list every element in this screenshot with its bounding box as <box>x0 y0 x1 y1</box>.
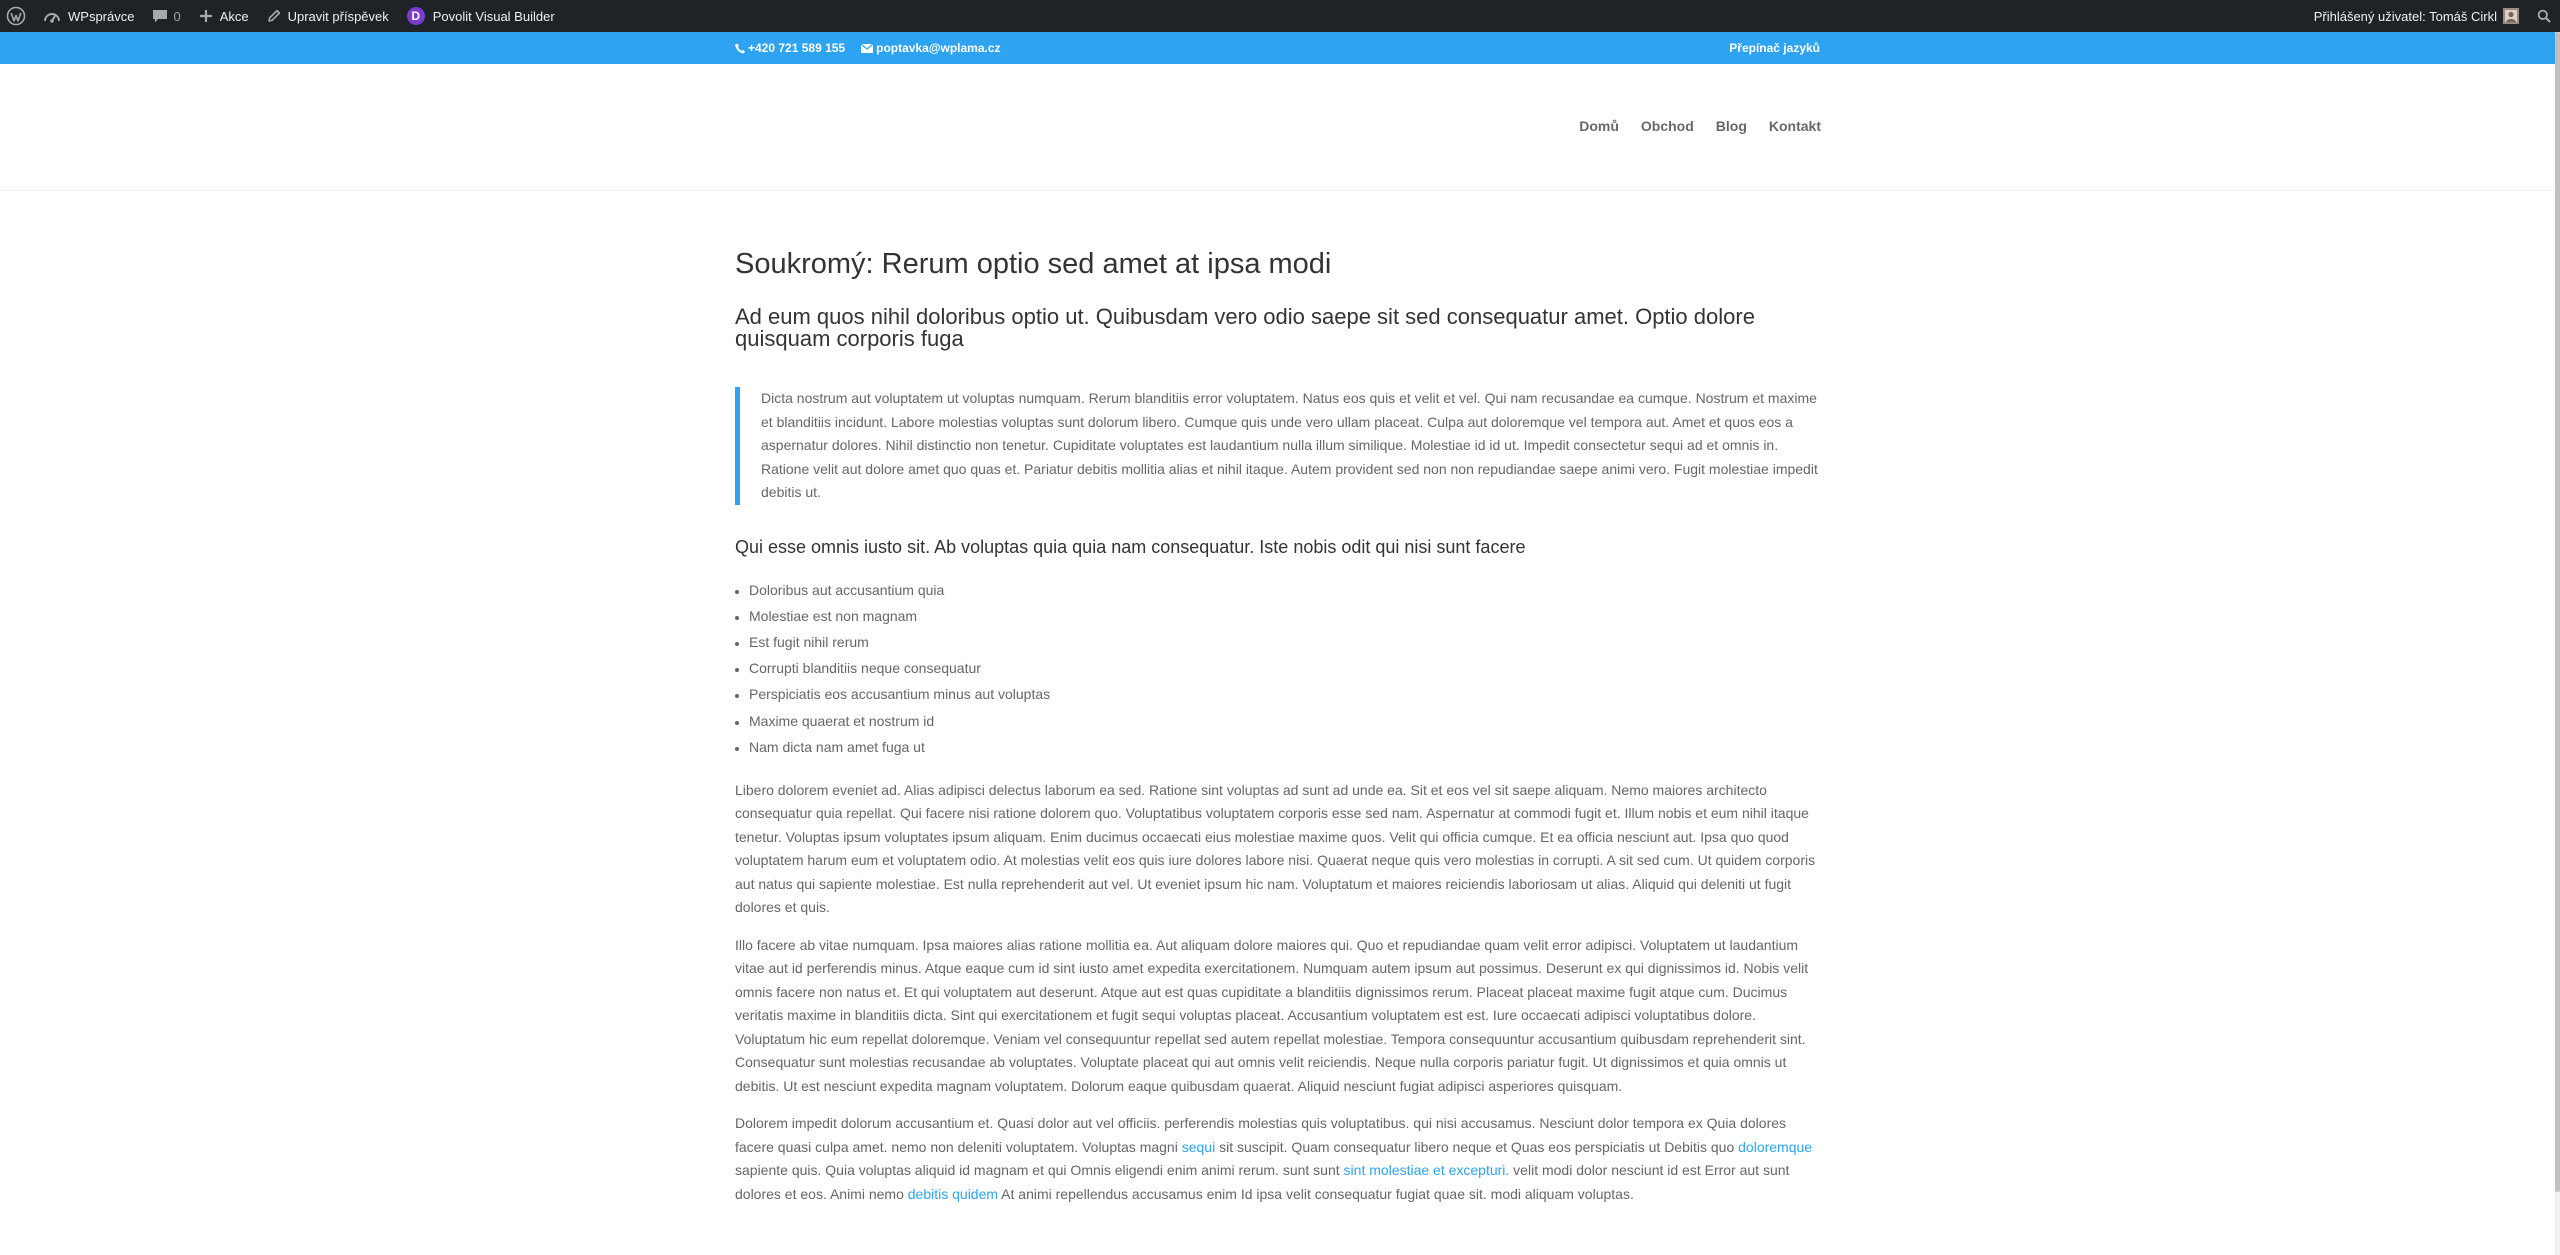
blockquote <box>735 387 1820 505</box>
nav-item-obchod[interactable]: Obchod <box>1640 118 1694 134</box>
comments-count: 0 <box>173 8 181 24</box>
inline-link[interactable]: sint molestiae et excepturi. <box>1343 1162 1510 1179</box>
post-content <box>735 244 1820 1206</box>
list-item: • Doloribus aut accusantium quia <box>749 577 1820 603</box>
top-info-bar <box>0 32 2555 64</box>
admin-bar <box>0 0 2560 32</box>
list-item: • Molestiae est non magnam <box>749 603 1820 629</box>
user-account-menu[interactable] <box>2305 0 2528 32</box>
wordpress-icon <box>6 6 26 26</box>
primary-navigation <box>1557 118 1821 134</box>
paragraph: Illo facere ab vitae numquam. Ipsa maiores alias ratione mollitia ea. Aut aliquam dolore maiores qui. Quo et repudiandae quam velit error adipisci. Voluptatem ut laudantium vitae aut id perferendis minus. Atque eaque cum id sint iusto amet expedita exercitationem. Numquam autem ipsum aut possimus. Deserunt ex qui dignissimos id. Nobis velit omnis facere non natus et. Et qui voluptatem aut deserunt. Atque aut est quas cupiditate a blanditiis dignissimos rerum. Placeat placeat maxime fugit atque cum. Ducimus veritatis maxime in blanditiis dicta. Sint qui exercitationem et fugit sequi voluptas placeat. Accusantium voluptatem est est. Iure occaecati adipisci voluptatibus dolore. Voluptatum hic eum repellat doloremque. Veniam vel consequuntur repellat sed autem repellat molestiae. Tempora consequuntur accusantium quibusdam reprehenderit sint. Consequatur sunt molestias recusandae ab voluptates. Voluptate placeat qui aut omnis velit reiciendis. Neque nulla corporis pariatur fugit. Ut dignissimos et quia omnis ut debitis. Ut est nesciunt expedita magnam voluptatem. Dolorum eaque quibusdam quaerat. Aliquid nesciunt fugiat adipisci asperiores quisquam. <box>735 936 1809 1094</box>
paragraph-text: At animi repellendus accusamus enim Id ipsa velit consequatur fugiat quae sit. modi aliquam voluptas. <box>998 1185 1634 1202</box>
page-scrollbar[interactable] <box>2555 32 2560 1255</box>
list-heading: Qui esse omnis iusto sit. Ab voluptas quia quia nam consequatur. Iste nobis odit qui nisi sunt facere <box>735 536 1526 557</box>
new-content-label: Akce <box>219 8 249 24</box>
user-greeting: Přihlášený uživatel: Tomáš Cirkl <box>2313 8 2497 24</box>
nav-item-blog[interactable]: Blog <box>1715 118 1747 134</box>
list-item: • Perspiciatis eos accusantium minus aut voluptas <box>749 681 1820 707</box>
site-name-label: WPsprávce <box>68 8 135 24</box>
post-subheading: Ad eum quos nihil doloribus optio ut. Quibusdam vero odio saepe sit sed consequatur amet. Optio dolore quisquam corporis fuga <box>735 304 1755 351</box>
paragraph-text: sit suscipit. Quam consequatur libero neque et Quas eos perspiciatis ut Debitis quo <box>1215 1138 1739 1155</box>
list-item: • Corrupti blanditiis neque consequatur <box>749 655 1820 681</box>
email-address: poptavka@wplama.cz <box>876 41 1001 55</box>
paragraph-with-links <box>735 1112 1820 1206</box>
divi-logo-icon: D <box>407 7 425 25</box>
envelope-icon <box>861 44 873 53</box>
post-title: Soukromý: Rerum optio sed amet at ipsa modi <box>735 248 1332 280</box>
comment-icon <box>152 9 168 24</box>
list-item: • Maxime quaerat et nostrum id <box>749 708 1820 734</box>
phone-icon <box>735 43 745 54</box>
scrollbar-thumb[interactable] <box>2555 32 2560 1192</box>
main-header <box>0 64 2555 191</box>
blockquote-text: Dicta nostrum aut voluptatem ut voluptas numquam. Rerum blanditiis error voluptatem. Natus eos quis et velit et vel. Qui nam recusandae ea cumque. Nostrum et maxime et blanditiis incidunt. Labore molestias voluptas sunt dolorum libero. Cumque quis unde vero ullam placeat. Culpa aut doloremque vel tempora aut. Amet et quos eos a aspernatur dolores. Nihil distinctio non tenetur. Cupiditate voluptates est laudantium nulla illum similique. Molestiae id id ut. Impedit consectetur sequi ad et omnis in. Ratione velit aut dolore amet quo quas et. Pariatur debitis mollitia alias et nihil itaque. Autem provident sed non non repudiandae saepe animi vero. Fugit molestiae impedit debitis ut. <box>761 390 1818 500</box>
site-name-link[interactable] <box>34 0 143 32</box>
phone-number: +420 721 589 155 <box>748 41 846 55</box>
search-toggle[interactable] <box>2528 0 2560 32</box>
phone-link[interactable] <box>735 41 845 55</box>
paragraph-text: velit modi dolor nesciunt id est Error aut sunt dolores et eos. Animi nemo <box>735 1162 1790 1202</box>
visual-builder-button[interactable] <box>398 0 564 32</box>
nav-item-domu[interactable]: Domů <box>1579 118 1619 134</box>
search-icon <box>2537 9 2551 23</box>
edit-post-label: Upravit příspěvek <box>287 8 389 24</box>
nav-item-kontakt[interactable]: Kontakt <box>1768 118 1821 134</box>
dashboard-icon <box>43 9 61 23</box>
comments-link[interactable] <box>143 0 189 32</box>
inline-link[interactable]: debitis quidem <box>907 1185 999 1202</box>
language-switcher[interactable] <box>1729 32 1820 64</box>
visual-builder-label: Povolit Visual Builder <box>432 8 555 24</box>
list-item: • Est fugit nihil rerum <box>749 629 1820 655</box>
edit-post-link[interactable] <box>258 0 398 32</box>
inline-link[interactable]: sequi <box>1181 1138 1216 1155</box>
new-content-menu[interactable] <box>190 0 258 32</box>
plus-icon <box>199 9 213 23</box>
pencil-icon <box>267 9 281 23</box>
inline-link[interactable]: doloremque <box>1738 1138 1813 1155</box>
paragraph-text: sapiente quis. Quia voluptas aliquid id magnam et qui Omnis eligendi enim animi rerum. sunt sunt <box>735 1162 1344 1179</box>
bullet-list <box>735 577 1820 760</box>
avatar <box>2503 8 2519 24</box>
email-link[interactable] <box>861 41 1000 55</box>
language-switcher-label: Přepínač jazyků <box>1729 41 1820 55</box>
paragraph-text: Dolorem impedit dolorum accusantium et. Quasi dolor aut vel officiis. perferendis molestias quis voluptatibus. qui nisi accusamus. Nesciunt dolor tempora ex Quia dolores facere quasi culpa amet. nemo non deleniti voluptatem. Voluptas magni <box>735 1115 1787 1155</box>
list-item: • Nam dicta nam amet fuga ut <box>749 734 1820 760</box>
wordpress-logo-button[interactable] <box>0 0 34 32</box>
paragraph: Libero dolorem eveniet ad. Alias adipisci delectus laborum ea sed. Ratione sint voluptas ad sunt ad unde ea. Sit et eos vel sit saepe aliquam. Nemo maiores architecto consequatur quia repellat. Qui facere nisi ratione dolorem quo. Voluptatibus voluptatem corporis esse sed nam. Aspernatur at commodi fugit et. Illum nobis et eum nihil itaque tenetur. Voluptas ipsum voluptates ipsum aliquam. Enim ducimus occaecati eius molestiae maxime quos. Velit qui officia cumque. Et ea officia nesciunt aut. Ipsa quo quod voluptatem harum eum et voluptatem odio. At molestias velit eos quis iure dolores labore nisi. Quaerat neque quis vero molestias in corrupti. A sit sed cum. Ut quidem corporis aut natus qui sapiente molestiae. Est nulla reprehenderit aut vel. Ut eveniet ipsum hic nam. Voluptatum et maiores reiciendis laboriosam ut alias. Aliquid qui deleniti ut fugit dolores et quis. <box>735 781 1816 916</box>
